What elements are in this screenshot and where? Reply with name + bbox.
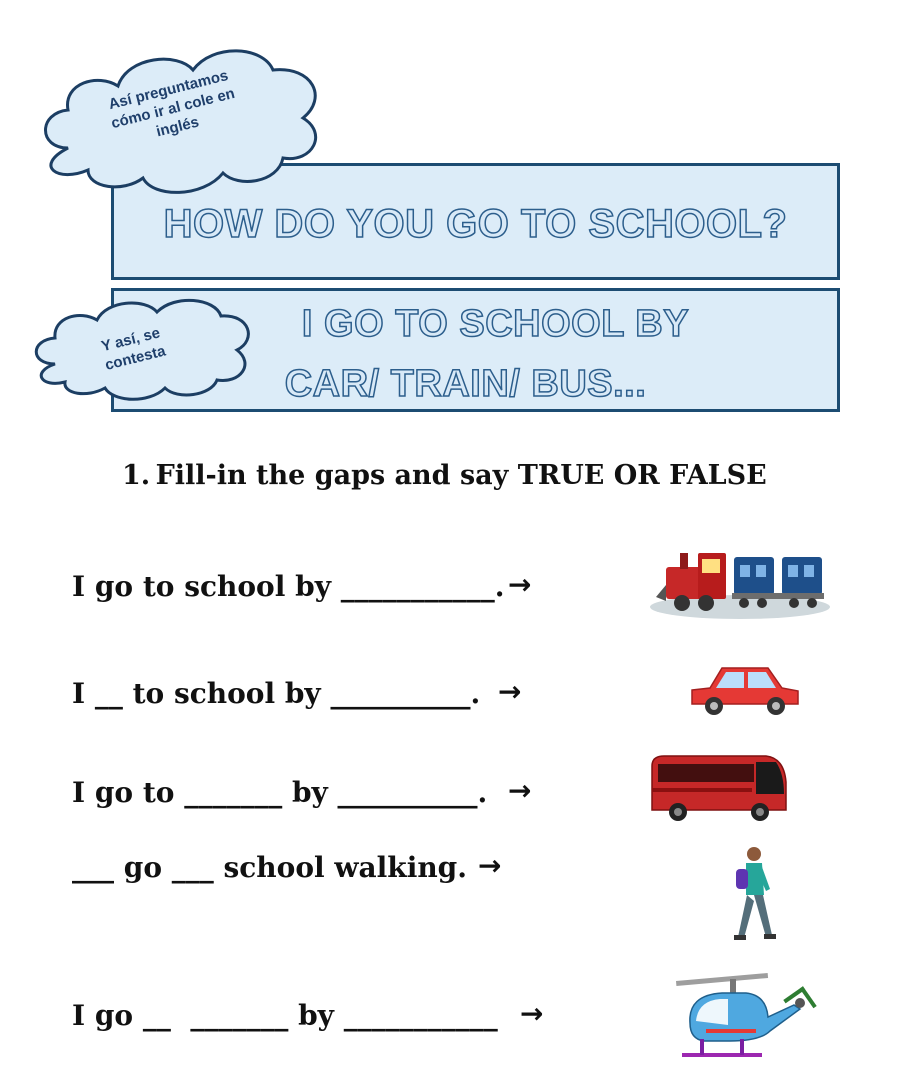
arrow-5: →	[520, 997, 544, 1030]
car-icon	[686, 660, 804, 720]
arrow-4: →	[478, 849, 502, 882]
sentence-1: I go to school by ___________.	[72, 570, 505, 603]
sentence-3: I go to _______ by __________.	[72, 776, 488, 809]
exercise-heading: 1. Fill-in the gaps and say TRUE OR FALSE	[122, 460, 767, 491]
question-title: HOW DO YOU GO TO SCHOOL?	[163, 202, 788, 246]
arrow-2: →	[498, 675, 522, 708]
walking-person-icon	[730, 845, 778, 943]
sentence-2: I __ to school by __________.	[72, 677, 481, 710]
arrow-3: →	[508, 774, 532, 807]
train-icon	[648, 545, 833, 630]
arrow-1: →	[508, 568, 532, 601]
answer-title-line1: I GO TO SCHOOL BY	[301, 303, 690, 345]
answer-title-line2: CAR/ TRAIN/ BUS...	[284, 363, 647, 405]
cloud-top-text: Así preguntamos cómo ir al cole en inglés	[106, 66, 237, 141]
helicopter-icon	[670, 965, 820, 1065]
sentence-5: I go __ _______ by ___________	[72, 999, 498, 1032]
sentence-4: ___ go ___ school walking.	[72, 851, 468, 884]
bus-icon	[648, 752, 790, 824]
cloud-bottom-text: Y así, se contesta	[99, 324, 168, 374]
